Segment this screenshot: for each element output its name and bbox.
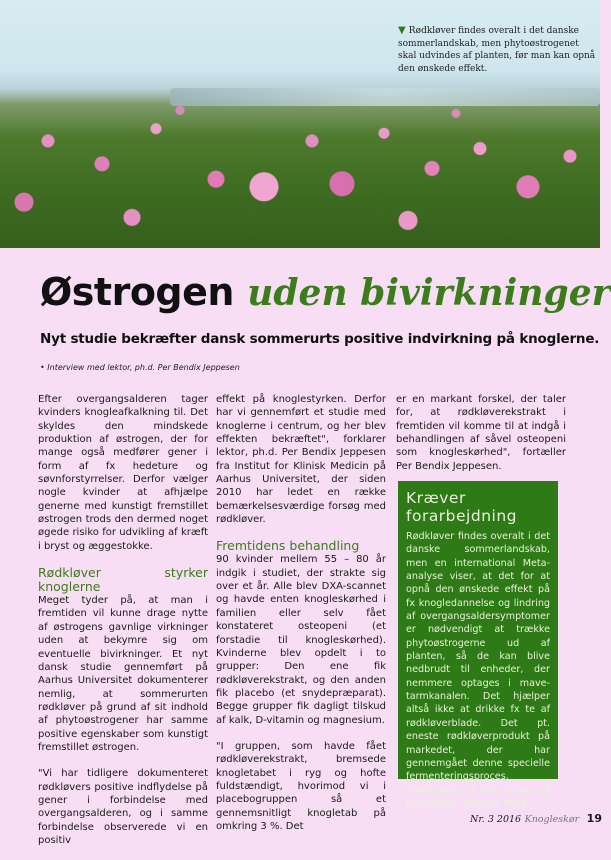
paragraph: "Vi har tidligere dokumenteret rødkløvers positive indflydelse på gener i forbindelse med overgangsalderen, og i samme forbindelse observerede vi en positiv (38, 768, 208, 846)
photo-caption (398, 25, 598, 75)
sidebar-box-text: Rødkløver findes overalt i det danske sommerlandskab, men en international Meta-analyse viser, at det for at opnå den ønskede effekt på fx knogledannelse og lindring af overgangsaldersymptomer er nødvendigt at trække phytoøstrogerne ud af planten, så de kan blive nedbrudt til enheder, der nemmere optages i mave-tarmkanalen. Det hjælper altså ikke at drikke fx te af rødkløverblade. Det pt. eneste rødkløverprodukt på markedet, der har gennemgået denne specielle fermenteringsproces, produceres af lille firma på Fyn kaldet "Herrens Mark". (406, 531, 550, 809)
sidebar-box-title: Kræver forarbejdning (406, 489, 517, 525)
paragraph: Efter overgangsalderen tager kvinders knogleafkalkning til. Det skyldes den mindskede produktion af østrogen, der for mange også medfører gener i form af fx hedeture og søvnforstyrrelser. Derfor vælger nogle kvinder at afhjælpe generne med kunstigt fremstillet østrogen trods den dermed noget øgede risiko for udvikling af kræft i bryst og æggestokke. (38, 394, 208, 552)
section-heading: Fremtidens behandling (216, 538, 360, 554)
column-2 (216, 393, 386, 846)
article-subtitle: Nyt studie bekræfter dansk sommerurts positive indvirkning på knoglerne. (40, 331, 600, 347)
photo-clover-blooms (0, 95, 600, 248)
page-number: 19 (586, 812, 602, 825)
column-1 (38, 393, 208, 860)
triangle-down-icon: ▼ (398, 25, 406, 36)
article-title (40, 270, 611, 315)
page-footer (470, 812, 602, 825)
byline: • Interview med lektor, ph.d. Per Bendix Jeppesen (40, 363, 240, 372)
issue-number: Nr. 3 2016 (470, 814, 522, 825)
magazine-name: Knogleskør (524, 814, 580, 825)
sidebar-box (398, 481, 558, 809)
title-accent: uden bivirkninger (247, 272, 611, 314)
caption-text: Rødkløver findes overalt i det danske sommerlandskab, men phytoøstrogenet skal udvindes af planten, før man kan opnå den ønskede effekt. (398, 26, 596, 74)
title-main: Østrogen (40, 270, 234, 314)
paragraph: effekt på knoglestyrken. Derfor har vi gennemført et studie med knoglerne i centrum, og her blev effekten bekræftet", forklarer lektor, ph.d. Per Bendix Jeppesen fra Institut for Klinisk Medicin på Aarhus Universitet, der siden 2010 har ledet en række bemærkelsesværdige forsøg med rødkløver. (216, 394, 386, 526)
paragraph: 90 kvinder mellem 55 – 80 år indgik i studiet, der strakte sig over et år. Alle blev DXA-scannet og havde enten knogleskørhed i familien eller selv fået konstateret osteopeni (et forstadie til knogleskørhed). Kvinderne blev opdelt i to grupper: Den ene fik rødkløverekstrakt, og den anden fik placebo (et snydepræparat). Begge grupper fik dagligt tilskud af kalk, D-vitamin og magnesium. (216, 554, 386, 726)
clover-field-photo (0, 0, 600, 248)
paragraph: er en markant forskel, der taler for, at rødkløverekstrakt i fremtiden vil komme til at indgå i behandlingen af såvel osteopeni som knogleskørhed", fortæller Per Bendix Jeppesen. (396, 394, 566, 472)
section-heading: Rødkløver styrker knoglerne (38, 565, 208, 595)
paragraph: "I gruppen, som havde fået rødkløverekstrakt, bremsede knogletabet i ryg og hofte fuldstændigt, hvorimod vi i placebogruppen så et gennemsnitligt knogletab på omkring 3 %. Det (216, 740, 386, 832)
column-3 (396, 393, 566, 486)
paragraph: Meget tyder på, at man i fremtiden vil kunne drage nytte af østrogens gavnlige virkninger uden at bekymre sig om eventuelle bivirkninger. Et nyt dansk studie gennemført på Aarhus Universitet dokumenterer nemlig, at sommerurten rødkløver på grund af sit indhold af phytoøstrogener har samme positive egenskaber som kunstigt fremstillet østrogen. (38, 595, 208, 753)
